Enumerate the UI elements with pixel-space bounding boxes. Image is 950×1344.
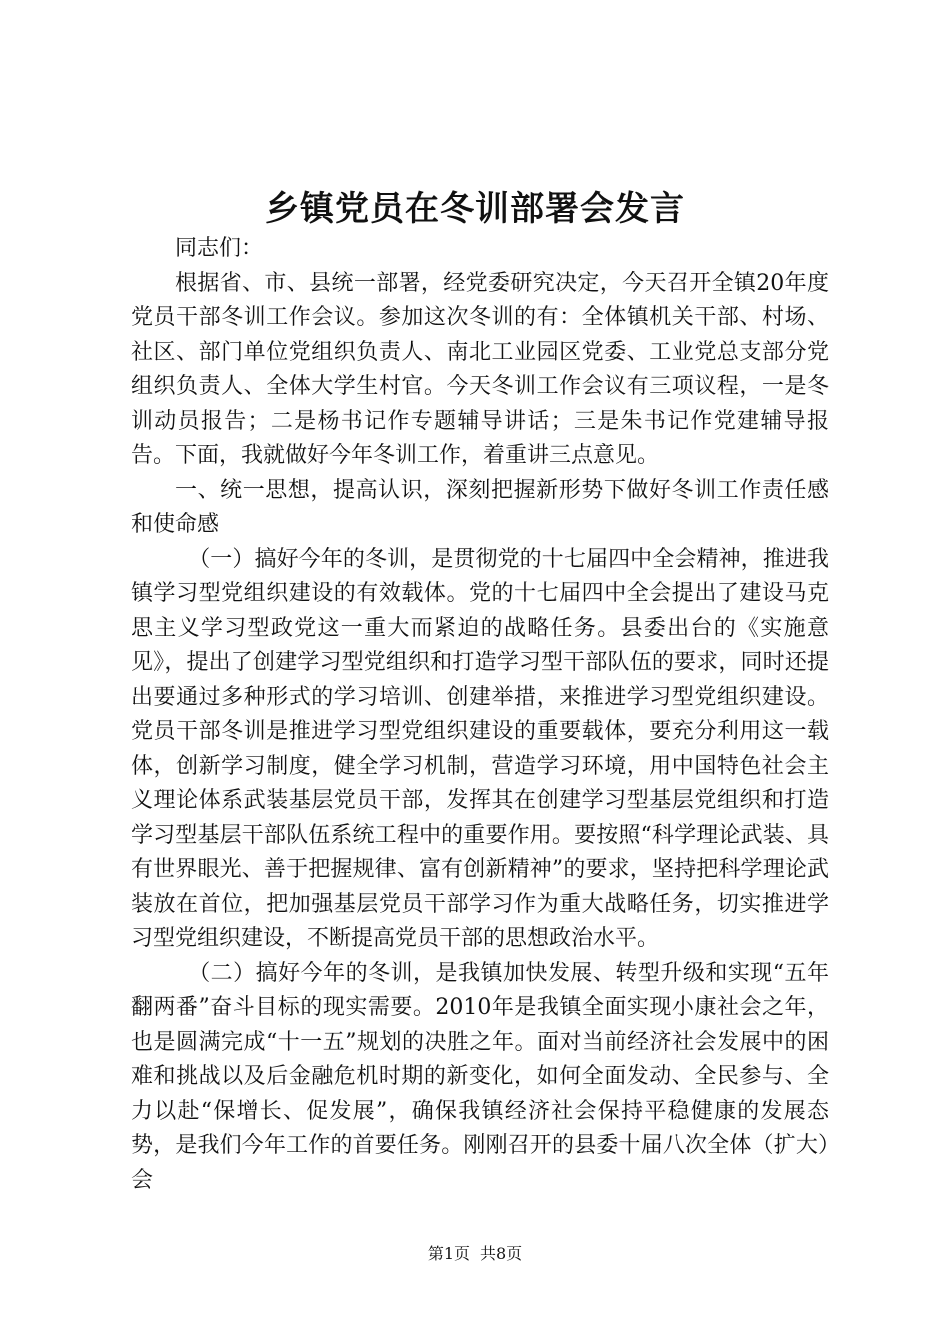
- document-title: 乡镇党员在冬训部署会发言: [265, 189, 685, 229]
- section-heading-1: 一、统一思想，提高认识，深刻把握新形势下做好冬训工作责任感和使命感: [131, 477, 829, 537]
- page-footer: [0, 1244, 950, 1264]
- salutation: 同志们：: [175, 236, 264, 261]
- paragraph-intro: 根据省、市、县统一部署，经党委研究决定，今天召开全镇20年度党员干部冬训工作会议。参加这次冬训的有：全体镇机关干部、村场、社区、部门单位党组织负责人、南北工业园区党委、工业党总支部分党组织负责人、全体大学生村官。今天冬训工作会议有三项议程，一是冬训动员报告；二是杨书记作专题辅导讲话；三是朱书记作党建辅导报告。下面，我就做好今年冬训工作，着重讲三点意见。: [131, 270, 829, 468]
- document-body: [131, 232, 829, 1198]
- page-total: 共8页: [480, 1244, 523, 1263]
- paragraph-subsection-1: （一）搞好今年的冬训，是贯彻党的十七届四中全会精神，推进我镇学习型党组织建设的有效载体。党的十七届四中全会提出了建设马克思主义学习型政党这一重大而紧迫的战略任务。县委出台的《实施意见》，提出了创建学习型党组织和打造学习型干部队伍的要求，同时还提出要通过多种形式的学习培训、创建举措，来推进学习型党组织建设。党员干部冬训是推进学习型党组织建设的重要载体，要充分利用这一载体，创新学习制度，健全学习机制，营造学习环境，用中国特色社会主义理论体系武装基层党员干部，发挥其在创建学习型基层党组织和打造学习型基层干部队伍系统工程中的重要作用。要按照“科学理论武装、具有世界眼光、善于把握规律、富有创新精神”的要求，坚持把科学理论武装放在首位，把加强基层党员干部学习作为重大战略任务，切实推进学习型党组织建设，不断提高党员干部的思想政治水平。: [131, 546, 829, 951]
- page-number: 第1页: [427, 1244, 470, 1263]
- paragraph-subsection-2: （二）搞好今年的冬训，是我镇加快发展、转型升级和实现“五年翻两番”奋斗目标的现实需要。2010年是我镇全面实现小康社会之年，也是圆满完成“十一五”规划的决胜之年。面对当前经济社会发展中的困难和挑战以及后金融危机时期的新变化，如何全面发动、全民参与、全力以赴“保增长、促发展”，确保我镇经济社会保持平稳健康的发展态势，是我们今年工作的首要任务。刚刚召开的县委十届八次全体（扩大）会: [131, 960, 829, 1193]
